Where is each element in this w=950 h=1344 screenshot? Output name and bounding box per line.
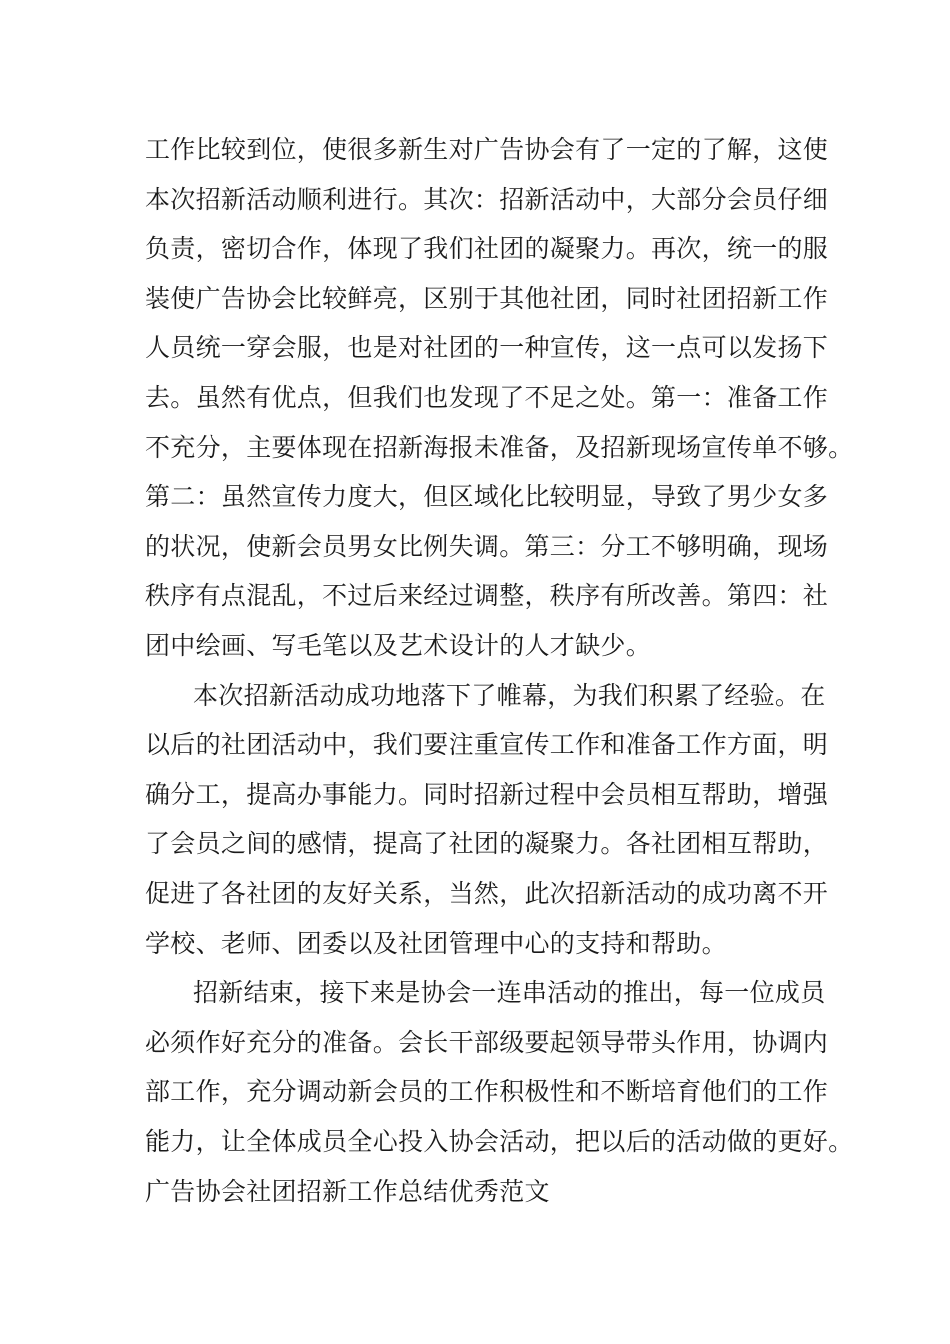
- text-line: 以后的社团活动中，我们要注重宣传工作和准备工作方面，明: [145, 730, 829, 759]
- text-line: 确分工，提高办事能力。同时招新过程中会员相互帮助，增强: [145, 780, 829, 809]
- text-line: 本次招新活动顺利进行。其次：招新活动中，大部分会员仔细: [145, 185, 829, 214]
- text-line: 促进了各社团的友好关系，当然，此次招新活动的成功离不开: [145, 879, 829, 908]
- text-line: 团中绘画、写毛笔以及艺术设计的人才缺少。: [145, 631, 652, 660]
- paragraph-first-line: 招新结束，接下来是协会一连串活动的推出，每一位成员: [193, 978, 826, 1007]
- text-line: 秩序有点混乱，不过后来经过调整，秩序有所改善。第四：社: [145, 581, 829, 610]
- text-line: 不充分，主要体现在招新海报未准备，及招新现场宣传单不够。: [145, 433, 854, 462]
- text-line: 学校、老师、团委以及社团管理中心的支持和帮助。: [145, 929, 727, 958]
- text-line: 第二：虽然宣传力度大，但区域化比较明显，导致了男少女多: [145, 482, 829, 511]
- text-line: 去。虽然有优点，但我们也发现了不足之处。第一：准备工作: [145, 383, 829, 412]
- document-title-line: 广告协会社团招新工作总结优秀范文: [145, 1177, 550, 1206]
- text-line: 负责，密切合作，体现了我们社团的凝聚力。再次，统一的服: [145, 234, 829, 263]
- text-line: 的状况，使新会员男女比例失调。第三：分工不够明确，现场: [145, 532, 829, 561]
- text-line: 装使广告协会比较鲜亮，区别于其他社团，同时社团招新工作: [145, 284, 829, 313]
- text-line: 能力，让全体成员全心投入协会活动，把以后的活动做的更好。: [145, 1127, 854, 1156]
- text-line: 必须作好充分的准备。会长干部级要起领导带头作用，协调内: [145, 1028, 829, 1057]
- text-line: 了会员之间的感情，提高了社团的凝聚力。各社团相互帮助，: [145, 829, 829, 858]
- text-line: 部工作，充分调动新会员的工作积极性和不断培育他们的工作: [145, 1077, 829, 1106]
- text-line: 工作比较到位，使很多新生对广告协会有了一定的了解，这使: [145, 135, 829, 164]
- text-line: 人员统一穿会服，也是对社团的一种宣传，这一点可以发扬下: [145, 333, 829, 362]
- paragraph-first-line: 本次招新活动成功地落下了帷幕，为我们积累了经验。在: [193, 681, 826, 710]
